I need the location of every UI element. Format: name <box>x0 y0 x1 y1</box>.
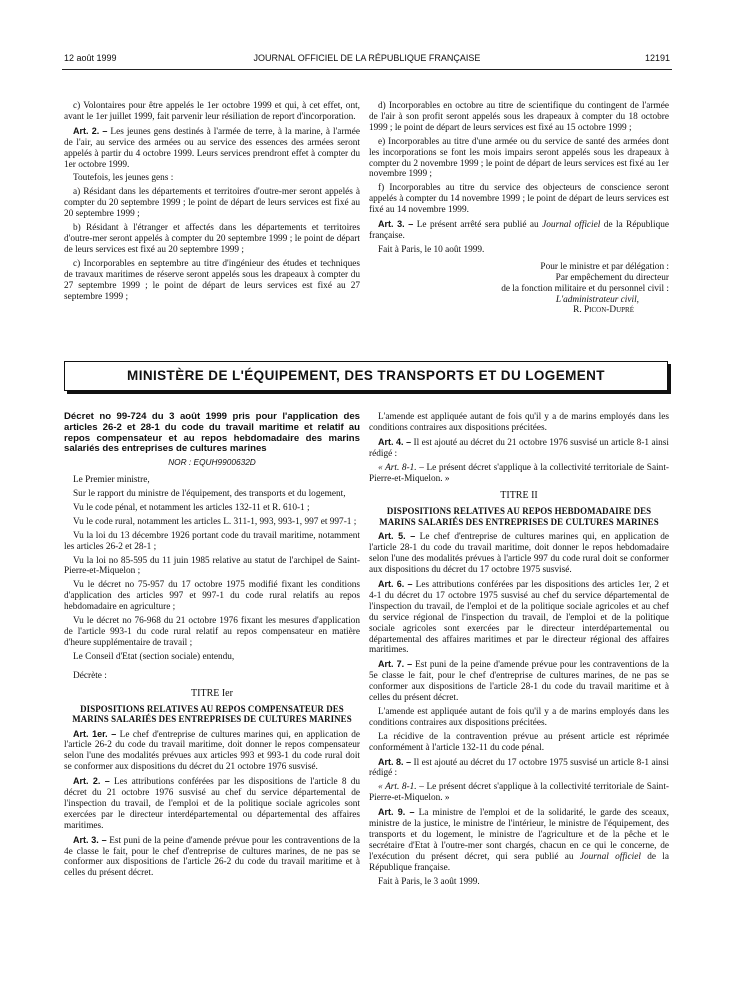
article-paragraph <box>369 757 669 780</box>
paragraph: a) Résidant dans les départements et territoires d'outre-mer seront appelés à compter du 20 septembre 1999 ; le point de départ de leurs services est fixé au 20 septembre 1999 ; <box>64 187 360 220</box>
article-label: Art. 3. – <box>378 219 414 230</box>
paragraph: Vu la loi no 85-595 du 11 juin 1985 relative au statut de l'archipel de Saint-Pierre-et-Miquelon ; <box>64 555 360 577</box>
article-text: Il est ajouté au décret du 21 octobre 1976 susvisé un article 8-1 ainsi rédigé : <box>369 437 670 459</box>
paragraph: d) Incorporables en octobre au titre de scientifique du contingent de l'armée de l'air à son profit seront appelés sous les drapeaux à compter du 18 octobre 1999 ; le point de départ de leurs services est fixé au 15 octobre 1999 ; <box>369 101 669 133</box>
article-label: Art. 1er. – <box>73 728 117 739</box>
paragraph: b) Résidant à l'étranger et affectés dans les départements et territoires d'outre-mer seront appelés à compter du 20 septembre 1999 ; le point de départ de leurs services est fixé au 20 septembre 1999 ; <box>64 223 360 255</box>
article-paragraph <box>369 219 669 242</box>
quoted-article-label: « Art. 8-1. – <box>378 462 424 473</box>
signature-title: L'administrateur civil, <box>555 294 639 305</box>
titre-subheading: DISPOSITIONS RELATIVES AU REPOS COMPENSATEUR DES MARINS SALARIÉS DES ENTREPRISES DE CULTURES MARINES <box>72 703 352 724</box>
paragraph: f) Incorporables au titre du service des objecteurs de conscience seront appelés à compter du 14 novembre 1999 ; le point de départ de leurs services est fixé au 14 novembre 1999. <box>369 183 669 216</box>
article-paragraph <box>64 776 360 832</box>
article-text: Il est ajouté au décret du 17 octobre 1975 susvisé un article 8-1 ainsi rédigé : <box>369 757 670 779</box>
article-paragraph <box>369 437 669 460</box>
paragraph: La récidive de la contravention prévue au présent article est réprimée conformément à l'article 132-11 du code pénal. <box>369 731 669 753</box>
quoted-article-text: Le présent décret s'applique à la collectivité territoriale de Saint-Pierre-et-Miquelon. » <box>369 782 669 804</box>
bottom-right-column <box>369 412 669 891</box>
article-text: Est puni de la peine d'amende prévue pour les contraventions de la 5e classe le fait, pour le chef d'entreprise de cultures marines, de ne pas se conformer aux dispositions de l'article 28-1 du code du travail maritime et à celles du présent décret. <box>369 660 670 704</box>
paragraph: Sur le rapport du ministre de l'équipement, des transports et du logement, <box>73 489 346 499</box>
journal-reference: Journal officiel <box>542 220 601 231</box>
article-paragraph <box>64 126 360 171</box>
article-text: Est puni de la peine d'amende prévue pour les contraventions de la 4e classe le fait, pour le chef d'entreprise de cultures marines, de ne pas se conformer aux dispositions de l'article 26-2 du code du travail maritime et à celles du présent décret. <box>64 835 360 879</box>
paragraph: Décrète : <box>73 670 107 681</box>
paragraph: Vu le décret no 76-968 du 21 octobre 1976 fixant les mesures d'application de l'article 993-1 du code rural relatif au repos compensateur en matière d'heure supplémentaire de travail ; <box>64 616 360 648</box>
article-paragraph <box>369 579 669 656</box>
journal-reference: Journal officiel <box>579 851 641 862</box>
article-text: de la République française. <box>369 851 670 873</box>
article-paragraph <box>369 807 669 873</box>
paragraph: Toutefois, les jeunes gens : <box>73 173 174 184</box>
article-label: Art. 2. – <box>73 125 108 136</box>
top-right-column <box>369 101 669 316</box>
paragraph: Vu le code rural, notamment les articles L. 311-1, 993, 993-1, 997 et 997-1 ; <box>73 516 357 527</box>
signature-block <box>369 262 669 317</box>
article-label: Art. 9. – <box>378 807 415 818</box>
titre-subheading: DISPOSITIONS RELATIVES AU REPOS HEBDOMADAIRE DES MARINS SALARIÉS DES ENTREPRISES DE CULTURES MARINES <box>379 506 659 527</box>
paragraph: e) Incorporables au titre d'une armée ou du service de santé des armées dont les incorporations se font les mois impairs seront appelés sous les drapeaux à compter du 2 novembre 1999 ; le point de départ de leurs services est fixé au 1er novembre 1999 ; <box>369 136 669 180</box>
article-label: Art. 4. – <box>378 436 412 447</box>
paragraph: Vu le code pénal, et notamment les articles 132-11 et R. 610-1 ; <box>73 502 310 513</box>
paragraph: Le Premier ministre, <box>73 475 150 486</box>
article-label: Art. 8. – <box>378 756 412 767</box>
quoted-article <box>369 463 669 485</box>
article-text: de la République française. <box>369 220 670 241</box>
paragraph: c) Incorporables en septembre au titre d'ingénieur des études et techniques de travaux maritimes de réserve seront appelés sous les drapeaux à compter du 27 septembre 1999 ; le point de départ de leurs services est fixé au 27 septembre 1999 ; <box>64 258 360 302</box>
bottom-left-column <box>64 412 360 882</box>
article-text: Les jeunes gens destinés à l'armée de terre, à la marine, à l'armée de l'air, au service des armées ou au service des essences des armées seront appelés à partir du 4 octobre 1999. Leurs services prendront effet à compter du 1er octobre 1999. <box>64 126 360 170</box>
titre-heading: TITRE II <box>500 490 538 502</box>
header-date: 12 août 1999 <box>64 53 117 63</box>
paragraph: Vu la loi du 13 décembre 1926 portant code du travail maritime, notamment les articles 26-2 et 28-1 ; <box>64 530 360 552</box>
paragraph: Le Conseil d'Etat (section sociale) entendu, <box>73 651 235 662</box>
article-label: Art. 7. – <box>378 659 413 670</box>
ministry-banner: MINISTÈRE DE L'ÉQUIPEMENT, DES TRANSPORTS ET DU LOGEMENT <box>64 361 668 391</box>
article-text: Le chef d'entreprise de cultures marines qui, en application de l'article 28-1 du code du travail maritime, doit donner le repos hebdomadaire selon l'une des modalités prévues à l'article 997 du code rural doit se conformer aux dispositions du décret du 17 octobre 1975 susvisé. <box>369 532 670 576</box>
quoted-article-text: Le présent décret s'applique à la collectivité territoriale de Saint-Pierre-et-Miquelon. » <box>369 462 669 484</box>
paragraph: c) Volontaires pour être appelés le 1er octobre 1999 et qui, à cet effet, ont, avant le 1er juillet 1999, fait parvenir leur résiliation de report d'incorporation. <box>64 101 360 122</box>
nor-reference: NOR : EQUH9900632D <box>168 457 256 468</box>
titre-heading: TITRE Ier <box>191 687 233 699</box>
article-label: Art. 5. – <box>378 531 416 542</box>
article-paragraph <box>369 531 669 576</box>
article-paragraph <box>369 659 669 704</box>
quoted-article-label: « Art. 8-1. – <box>378 782 424 793</box>
paragraph: L'amende est appliquée autant de fois qu'il y a de marins employés dans les conditions contraires aux dispositions précitées. <box>369 706 669 728</box>
article-text: Le présent arrêté sera publié au <box>416 220 539 231</box>
article-label: Art. 6. – <box>378 578 413 589</box>
article-text: Les attributions conférées par les dispositions de l'article 8 du décret du 21 octobre 1976 susvisé au chef du service départemental de l'inspection du travail, de l'emploi et de la politique sociale agricoles sont exercées par le directeur interdépartemental ou départemental des affaires maritimes. <box>64 777 360 831</box>
article-paragraph <box>64 729 360 774</box>
signature-line: Pour le ministre et par délégation : <box>540 261 669 272</box>
decree-title: Décret no 99-724 du 3 août 1999 pris pour l'application des articles 26-2 et 28-1 du code du travail maritime et relatif au repos compensateur et au repos hebdomadaire des marins salariés des entreprises de cultures marines <box>64 411 360 455</box>
article-paragraph <box>64 835 360 880</box>
quoted-article <box>369 782 669 804</box>
paragraph: Vu le décret no 75-957 du 17 octobre 1975 modifié fixant les conditions d'application des articles 997 et 997-1 du code rural relatifs au repos hebdomadaire en agriculture ; <box>64 580 360 613</box>
running-head <box>64 53 670 67</box>
article-text: La ministre de l'emploi et de la solidarité, le garde des sceaux, ministre de la justice, le ministre de l'intérieur, le ministre de l'équipement, des transports et du logement, le ministre de l'agriculture et de la pêche et le secrétaire d'Etat à l'outre-mer sont chargés, chacun en ce qui le concerne, de l'exécution du présent décret, qui sera publié au <box>369 808 669 862</box>
paragraph: Fait à Paris, le 3 août 1999. <box>378 876 480 887</box>
paragraph: L'amende est appliquée autant de fois qu'il y a de marins employés dans les conditions contraires aux dispositions précitées. <box>369 412 669 433</box>
header-journal-title: JOURNAL OFFICIEL DE LA RÉPUBLIQUE FRANÇAISE <box>253 53 481 63</box>
article-label: Art. 2. – <box>73 776 110 787</box>
header-rule <box>62 69 672 70</box>
article-label: Art. 3. – <box>73 834 107 845</box>
header-page-number: 12191 <box>644 53 670 63</box>
signatory-name: R. Picon-Dupré <box>573 305 634 316</box>
signature-line: de la fonction militaire et du personnel civil : <box>501 283 669 294</box>
paragraph: Fait à Paris, le 10 août 1999. <box>378 244 485 255</box>
signature-line: Par empêchement du directeur <box>555 272 669 283</box>
top-left-column <box>64 101 360 305</box>
article-text: Le chef d'entreprise de cultures marines qui, en application de l'article 26-2 du code du travail maritime, doit donner le repos compensateur selon l'une des modalités prévues aux articles 993 et 993-1 du code rural doit se conformer aux dispositions du décret du 21 octobre 1976 susvisé. <box>64 729 360 773</box>
article-text: Les attributions conférées par les dispositions des articles 1er, 2 et 4-1 du décret du 17 octobre 1975 susvisé au chef du service départemental de l'inspection du travail, de l'emploi et de la politique sociale agricoles et au chef du service régional de l'inspection du travail, de l'emploi et de la politique sociale agricoles sont exercées par le directeur interdépartemental ou départemental des affaires maritimes et par le directeur régional des affaires maritimes. <box>369 579 670 656</box>
